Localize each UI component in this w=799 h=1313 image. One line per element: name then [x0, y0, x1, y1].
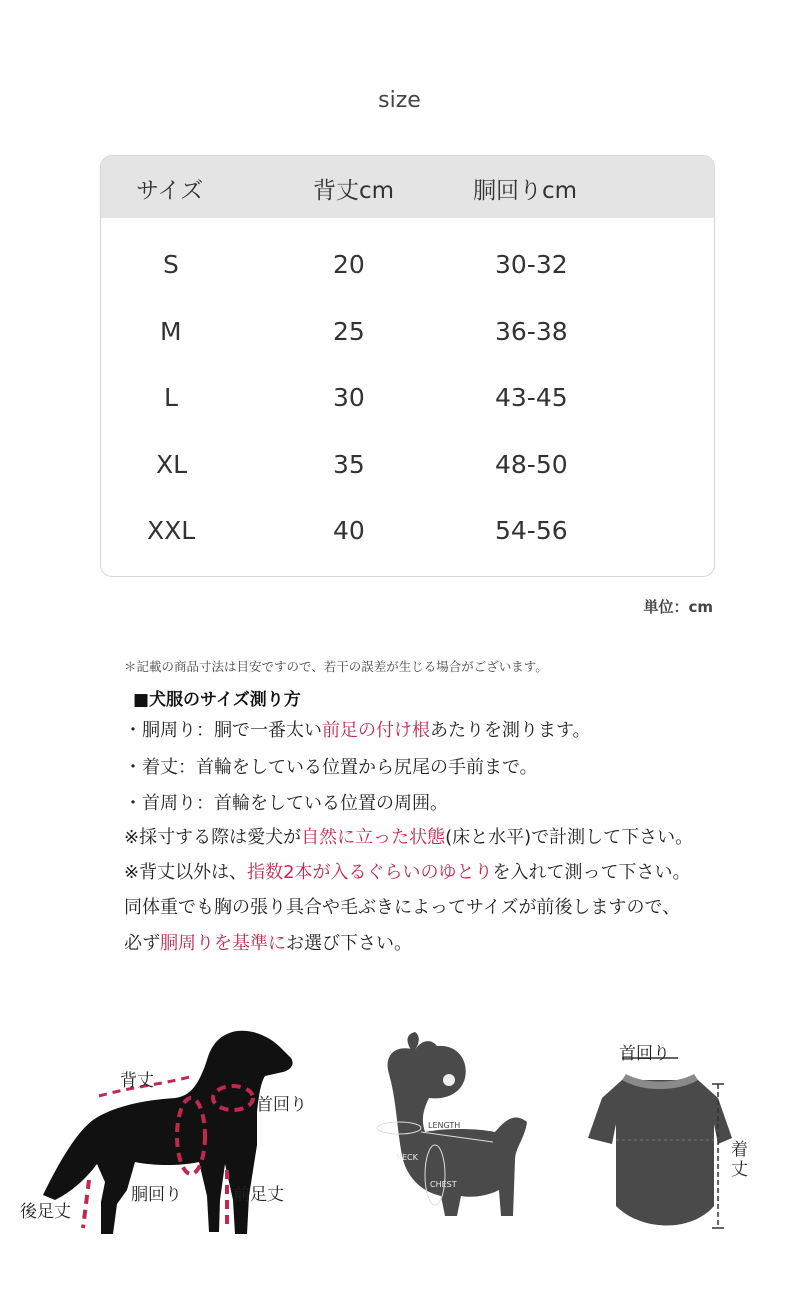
back-length-cell: 35 [333, 450, 365, 479]
size-table [100, 155, 715, 577]
label-shirt-neck: 首回り [619, 1044, 670, 1064]
label-hind-leg: 後足丈 [20, 1202, 71, 1222]
guide-line-length: ・着丈：首輪をしている位置から尻尾の手前まで。 [124, 757, 538, 778]
guide-line-basis: 必ず胴周りを基準にお選び下さい。 [124, 933, 412, 954]
girth-cell: 36-38 [495, 317, 568, 346]
back-length-cell: 20 [333, 250, 365, 279]
girth-cell: 43-45 [495, 383, 568, 412]
label-girth: 胴回り [131, 1185, 182, 1205]
guide-title: ■犬服のサイズ測り方 [133, 690, 301, 710]
guide-line-room: ※背丈以外は、指数2本が入るぐらいのゆとりを入れて測って下さい。 [124, 862, 691, 883]
label-shirt-length: 着 丈 [731, 1140, 748, 1180]
unit-note: 単位：cm [643, 598, 713, 616]
girth-cell: 30-32 [495, 250, 568, 279]
size-cell: XL [156, 450, 188, 479]
header-girth: 胴回りcm [473, 178, 578, 204]
label-front-leg: 前足丈 [233, 1185, 284, 1205]
size-cell: L [164, 383, 178, 412]
header-size: サイズ [136, 178, 204, 204]
back-length-cell: 25 [333, 317, 365, 346]
size-cell: M [160, 317, 182, 346]
shirt-diagram [582, 1020, 762, 1250]
guide-line-girth: ・胴周り：胴で一番太い前足の付け根あたりを測ります。 [124, 720, 591, 741]
guide-line-neck: ・首周り：首輪をしている位置の周囲。 [124, 793, 448, 814]
label-chest: CHEST [430, 1180, 457, 1189]
header-back-length: 背丈cm [313, 178, 395, 204]
page-title: size [378, 88, 421, 113]
girth-cell: 54-56 [495, 516, 568, 545]
guide-line-standing: ※採寸する際は愛犬が自然に立った状態(床と水平)で計測して下さい。 [124, 827, 694, 848]
cartoon-dog-diagram [365, 1020, 545, 1250]
size-cell: S [163, 250, 179, 279]
dog-shirt-icon [588, 1074, 732, 1226]
label-neck: 首回り [256, 1095, 307, 1115]
girth-cell: 48-50 [495, 450, 568, 479]
back-length-cell: 40 [333, 516, 365, 545]
label-neck-en: NECK [396, 1153, 418, 1162]
label-length: LENGTH [428, 1121, 461, 1130]
back-length-cell: 30 [333, 383, 365, 412]
label-back-length: 背丈 [120, 1071, 154, 1091]
size-cell: XXL [147, 516, 196, 545]
guide-line-variation: 同体重でも胸の張り具合や毛ぶきによってサイズが前後しますので、 [124, 897, 681, 918]
disclaimer: ＊記載の商品寸法は目安ですので、若干の誤差が生じる場合がございます。 [124, 659, 548, 674]
